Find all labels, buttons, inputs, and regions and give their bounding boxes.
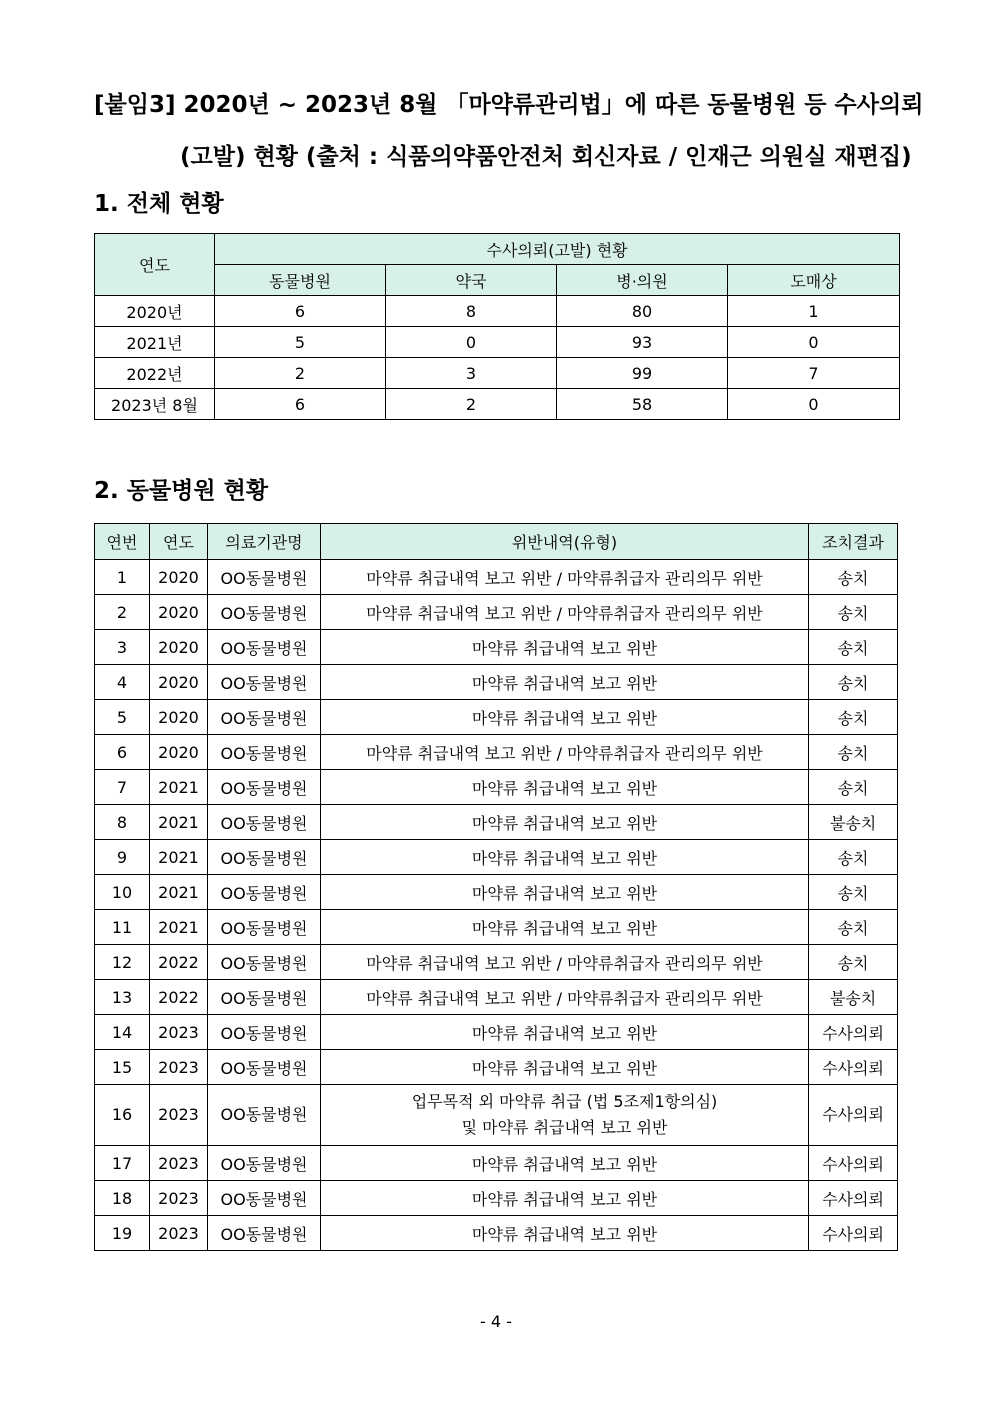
name-cell: OO동물병원 <box>208 735 321 770</box>
table-row <box>95 1146 898 1181</box>
column-header: 연번 <box>95 524 150 560</box>
document-title-line-1: [붙임3] 2020년 ~ 2023년 8월 「마약류관리법」에 따른 동물병원 등 수사의뢰 <box>94 92 924 118</box>
count-cell: 3 <box>386 358 557 389</box>
violation-line: 마약류 취급내역 보고 위반 <box>471 918 658 938</box>
column-header: 연도 <box>150 524 208 560</box>
year-cell: 2020 <box>150 700 208 735</box>
year-cell: 2023 <box>150 1181 208 1216</box>
table-row <box>95 595 898 630</box>
year-cell: 2021 <box>150 875 208 910</box>
violation-cell <box>321 1181 809 1216</box>
count-cell: 8 <box>386 296 557 327</box>
no-cell: 8 <box>95 805 150 840</box>
count-cell: 58 <box>557 389 728 420</box>
name-cell: OO동물병원 <box>208 1085 321 1146</box>
document-title-line-2: (고발) 현황 (출처 : 식품의약품안전처 회신자료 / 인재근 의원실 재편집) <box>180 144 912 170</box>
result-cell: 송치 <box>809 700 898 735</box>
result-cell: 송치 <box>809 910 898 945</box>
group-header: 수사의뢰(고발) 현황 <box>215 234 900 265</box>
violation-line: 마약류 취급내역 보고 위반 <box>471 1224 658 1244</box>
count-cell: 0 <box>386 327 557 358</box>
no-cell: 4 <box>95 665 150 700</box>
table-row <box>95 735 898 770</box>
table-row <box>95 1050 898 1085</box>
table-row <box>95 327 900 358</box>
violation-line: 마약류 취급내역 보고 위반 / 마약류취급자 관리의무 위반 <box>366 568 763 588</box>
violation-cell <box>321 630 809 665</box>
name-cell: OO동물병원 <box>208 700 321 735</box>
result-cell: 불송치 <box>809 980 898 1015</box>
result-cell: 송치 <box>809 875 898 910</box>
violation-cell <box>321 560 809 595</box>
year-cell: 2020년 <box>95 296 215 327</box>
violation-line: 마약류 취급내역 보고 위반 <box>471 1189 658 1209</box>
column-header: 약국 <box>386 265 557 296</box>
no-cell: 14 <box>95 1015 150 1050</box>
result-cell: 수사의뢰 <box>809 1146 898 1181</box>
violation-line: 마약류 취급내역 보고 위반 <box>471 708 658 728</box>
year-cell: 2023 <box>150 1015 208 1050</box>
violation-cell <box>321 1015 809 1050</box>
no-cell: 1 <box>95 560 150 595</box>
table-row <box>95 770 898 805</box>
violation-cell <box>321 1216 809 1251</box>
table-row <box>95 1181 898 1216</box>
name-cell: OO동물병원 <box>208 875 321 910</box>
no-cell: 6 <box>95 735 150 770</box>
violation-cell <box>321 1050 809 1085</box>
violation-cell <box>321 805 809 840</box>
year-cell: 2021 <box>150 910 208 945</box>
count-cell: 2 <box>386 389 557 420</box>
year-cell: 2020 <box>150 595 208 630</box>
column-header: 도매상 <box>728 265 900 296</box>
year-cell: 2023 <box>150 1216 208 1251</box>
table-row <box>95 1085 898 1146</box>
table-row <box>95 875 898 910</box>
table-row <box>95 700 898 735</box>
violation-cell <box>321 665 809 700</box>
table-row <box>95 1216 898 1251</box>
name-cell: OO동물병원 <box>208 560 321 595</box>
violation-line: 마약류 취급내역 보고 위반 <box>471 1058 658 1078</box>
violation-line: 마약류 취급내역 보고 위반 <box>471 638 658 658</box>
name-cell: OO동물병원 <box>208 1181 321 1216</box>
count-cell: 0 <box>728 327 900 358</box>
violation-line: 마약류 취급내역 보고 위반 / 마약류취급자 관리의무 위반 <box>366 743 763 763</box>
name-cell: OO동물병원 <box>208 1050 321 1085</box>
violation-cell <box>321 840 809 875</box>
violation-cell <box>321 735 809 770</box>
no-cell: 17 <box>95 1146 150 1181</box>
result-cell: 불송치 <box>809 805 898 840</box>
result-cell: 송치 <box>809 945 898 980</box>
violation-line: 마약류 취급내역 보고 위반 <box>471 1023 658 1043</box>
table-row <box>95 805 898 840</box>
violation-line: 마약류 취급내역 보고 위반 <box>471 813 658 833</box>
table-row <box>95 630 898 665</box>
no-cell: 3 <box>95 630 150 665</box>
violation-cell <box>321 770 809 805</box>
no-cell: 12 <box>95 945 150 980</box>
no-cell: 9 <box>95 840 150 875</box>
year-cell: 2023년 8월 <box>95 389 215 420</box>
no-cell: 15 <box>95 1050 150 1085</box>
column-header: 병·의원 <box>557 265 728 296</box>
no-cell: 13 <box>95 980 150 1015</box>
result-cell: 송치 <box>809 840 898 875</box>
count-cell: 80 <box>557 296 728 327</box>
no-cell: 10 <box>95 875 150 910</box>
count-cell: 5 <box>215 327 386 358</box>
year-cell: 2021년 <box>95 327 215 358</box>
count-cell: 6 <box>215 389 386 420</box>
violation-line: 마약류 취급내역 보고 위반 <box>471 848 658 868</box>
result-cell: 송치 <box>809 665 898 700</box>
name-cell: OO동물병원 <box>208 945 321 980</box>
column-header: 동물병원 <box>215 265 386 296</box>
section-2-heading: 2. 동물병원 현황 <box>94 478 269 504</box>
violation-cell <box>321 700 809 735</box>
year-cell: 2022 <box>150 980 208 1015</box>
name-cell: OO동물병원 <box>208 630 321 665</box>
result-cell: 수사의뢰 <box>809 1085 898 1146</box>
year-cell: 2021 <box>150 770 208 805</box>
table-row <box>95 910 898 945</box>
year-cell: 2021 <box>150 840 208 875</box>
violation-line: 마약류 취급내역 보고 위반 / 마약류취급자 관리의무 위반 <box>366 603 763 623</box>
name-cell: OO동물병원 <box>208 665 321 700</box>
violation-cell <box>321 910 809 945</box>
violation-line: 마약류 취급내역 보고 위반 / 마약류취급자 관리의무 위반 <box>366 988 763 1008</box>
year-cell: 2023 <box>150 1085 208 1146</box>
name-cell: OO동물병원 <box>208 770 321 805</box>
name-cell: OO동물병원 <box>208 1216 321 1251</box>
name-cell: OO동물병원 <box>208 1146 321 1181</box>
section-1-heading: 1. 전체 현황 <box>94 191 224 217</box>
result-cell: 송치 <box>809 595 898 630</box>
no-cell: 5 <box>95 700 150 735</box>
violation-cell <box>321 595 809 630</box>
column-header: 조치결과 <box>809 524 898 560</box>
year-cell: 2020 <box>150 735 208 770</box>
table-row <box>95 980 898 1015</box>
count-cell: 2 <box>215 358 386 389</box>
year-cell: 2023 <box>150 1050 208 1085</box>
name-cell: OO동물병원 <box>208 980 321 1015</box>
table-row <box>95 665 898 700</box>
name-cell: OO동물병원 <box>208 1015 321 1050</box>
name-cell: OO동물병원 <box>208 805 321 840</box>
table-row <box>95 296 900 327</box>
count-cell: 99 <box>557 358 728 389</box>
violation-cell <box>321 980 809 1015</box>
table-row <box>95 358 900 389</box>
result-cell: 송치 <box>809 630 898 665</box>
result-cell: 수사의뢰 <box>809 1050 898 1085</box>
year-cell: 2022 <box>150 945 208 980</box>
violation-cell <box>321 875 809 910</box>
count-cell: 6 <box>215 296 386 327</box>
year-cell: 2020 <box>150 630 208 665</box>
column-header: 의료기관명 <box>208 524 321 560</box>
name-cell: OO동물병원 <box>208 595 321 630</box>
result-cell: 수사의뢰 <box>809 1181 898 1216</box>
no-cell: 18 <box>95 1181 150 1216</box>
animal-hospital-table <box>94 523 898 1251</box>
year-cell: 2023 <box>150 1146 208 1181</box>
violation-line: 마약류 취급내역 보고 위반 / 마약류취급자 관리의무 위반 <box>366 953 763 973</box>
violation-line: 마약류 취급내역 보고 위반 <box>471 883 658 903</box>
count-cell: 7 <box>728 358 900 389</box>
name-cell: OO동물병원 <box>208 910 321 945</box>
page-number: - 4 - <box>480 1312 512 1331</box>
result-cell: 송치 <box>809 560 898 595</box>
violation-cell <box>321 1146 809 1181</box>
no-cell: 16 <box>95 1085 150 1146</box>
year-header: 연도 <box>95 234 215 296</box>
violation-line: 마약류 취급내역 보고 위반 <box>471 673 658 693</box>
result-cell: 수사의뢰 <box>809 1216 898 1251</box>
column-header: 위반내역(유형) <box>321 524 809 560</box>
table-row <box>95 560 898 595</box>
year-cell: 2021 <box>150 805 208 840</box>
result-cell: 송치 <box>809 770 898 805</box>
overall-status-table <box>94 233 900 420</box>
violation-cell <box>321 1085 809 1146</box>
no-cell: 11 <box>95 910 150 945</box>
violation-line: 마약류 취급내역 보고 위반 <box>471 1154 658 1174</box>
violation-line: 마약류 취급내역 보고 위반 <box>471 778 658 798</box>
violation-cell <box>321 945 809 980</box>
no-cell: 19 <box>95 1216 150 1251</box>
name-cell: OO동물병원 <box>208 840 321 875</box>
year-cell: 2020 <box>150 665 208 700</box>
count-cell: 0 <box>728 389 900 420</box>
result-cell: 수사의뢰 <box>809 1015 898 1050</box>
table-row <box>95 389 900 420</box>
count-cell: 93 <box>557 327 728 358</box>
result-cell: 송치 <box>809 735 898 770</box>
table-row <box>95 840 898 875</box>
no-cell: 2 <box>95 595 150 630</box>
year-cell: 2022년 <box>95 358 215 389</box>
violation-line: 업무목적 외 마약류 취급 (법 5조제1항의심) <box>411 1092 718 1111</box>
year-cell: 2020 <box>150 560 208 595</box>
violation-line: 및 마약류 취급내역 보고 위반 <box>461 1118 668 1137</box>
count-cell: 1 <box>728 296 900 327</box>
no-cell: 7 <box>95 770 150 805</box>
table-row <box>95 945 898 980</box>
table-row <box>95 1015 898 1050</box>
